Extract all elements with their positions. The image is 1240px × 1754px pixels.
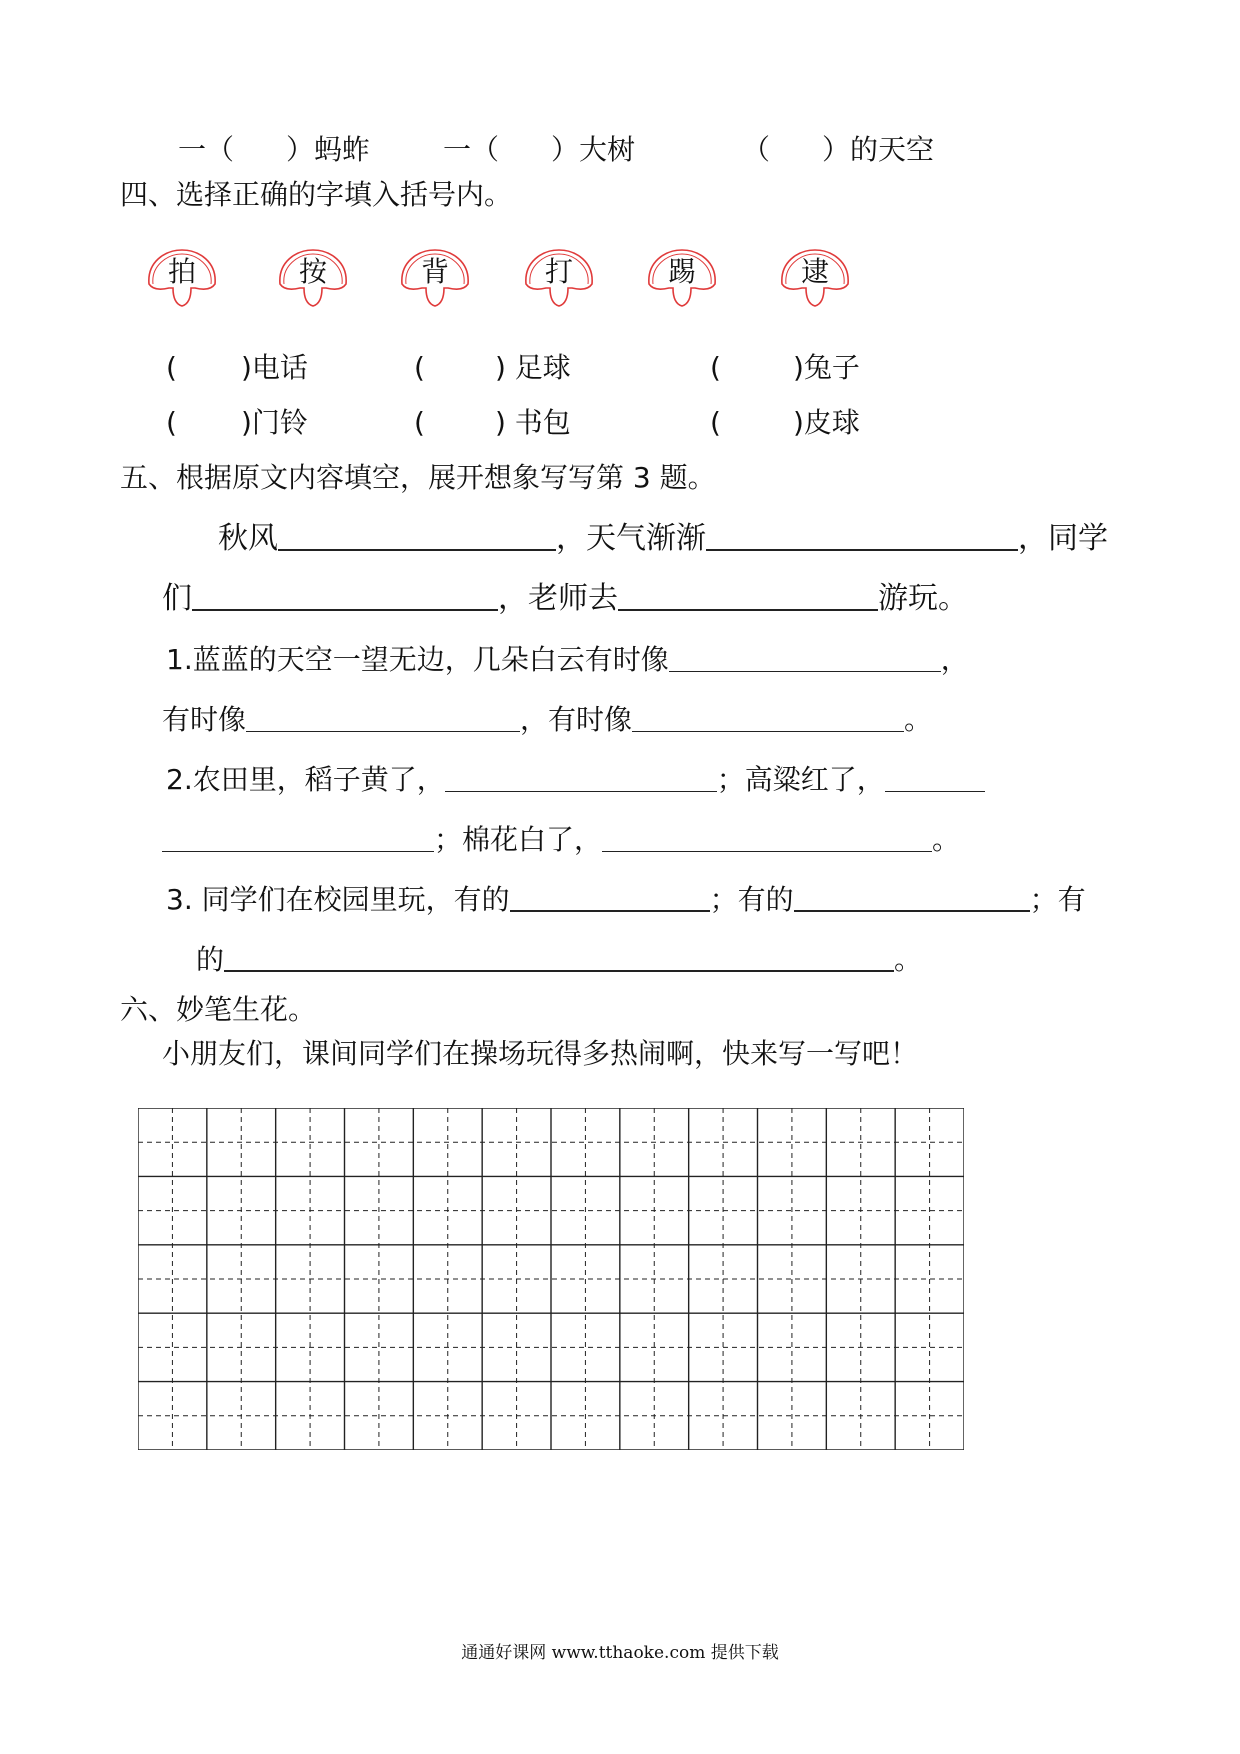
q2-line-2: ；棉花白了， 。 [162, 822, 960, 858]
mushroom-char: 拍 [167, 255, 196, 288]
answer-blank[interactable] [669, 670, 941, 672]
answer-blank[interactable] [162, 850, 434, 852]
section4-heading: 四、选择正确的字填入括号内。 [120, 178, 513, 211]
measure-word-item-1: 一（ ）蚂蚱 [178, 133, 371, 166]
answer-blank[interactable] [885, 790, 985, 792]
answer-blank[interactable] [224, 969, 894, 972]
answer-blank[interactable] [510, 909, 710, 912]
q3-line-2: 的 。 [196, 943, 923, 976]
q1-line-1: 1.蓝蓝的天空一望无边，几朵白云有时像 ， [166, 643, 969, 676]
answer-blank[interactable] [278, 548, 556, 551]
footer-source: 通通好课网 www.tthaoke.com 提供下载 [461, 1643, 779, 1663]
mushroom-char: 背 [420, 255, 449, 288]
mushroom-icon[interactable] [276, 248, 350, 308]
answer-blank[interactable] [618, 608, 878, 611]
answer-blank[interactable] [602, 850, 932, 852]
answer-blank[interactable] [246, 730, 520, 732]
mushroom-icon[interactable] [778, 248, 852, 308]
answer-blank[interactable] [192, 608, 498, 611]
fill-row-1: ( )电话 [166, 351, 308, 384]
writing-prompt: 小朋友们，课间同学们在操场玩得多热闹啊，快来写一写吧！ [162, 1037, 919, 1070]
measure-word-item-3: （ ）的天空 [742, 133, 935, 166]
mushroom-icon[interactable] [398, 248, 472, 308]
answer-blank[interactable] [445, 790, 717, 792]
mushroom-icon[interactable] [645, 248, 719, 308]
q1-line-2: 有时像 ，有时像 。 [162, 703, 933, 736]
mushroom-char: 逮 [800, 255, 829, 288]
recall-line-2: 们 ，老师去 游玩。 [162, 581, 968, 616]
fill-row-1-item-2: ( ) 足球 [414, 351, 571, 384]
mushroom-icon[interactable] [522, 248, 596, 308]
fill-row-2-item-2: ( ) 书包 [414, 406, 571, 439]
answer-blank[interactable] [632, 730, 904, 732]
fill-row-2-item-3: ( )皮球 [710, 406, 860, 439]
answer-blank[interactable] [706, 548, 1018, 551]
mushroom-char: 按 [298, 255, 327, 288]
recall-line-1: 秋风 ，天气渐渐 ，同学 [218, 521, 1108, 556]
measure-word-row [178, 132, 370, 168]
fill-row-1-item-3: ( )兔子 [710, 351, 860, 384]
answer-blank[interactable] [794, 909, 1030, 912]
mushroom-char: 踢 [667, 255, 696, 288]
writing-grid[interactable] [138, 1108, 964, 1450]
section5-heading: 五、根据原文内容填空，展开想象写写第 3 题。 [120, 461, 716, 494]
mushroom-char: 打 [544, 255, 573, 288]
mushroom-icon[interactable] [145, 248, 219, 308]
measure-word-item-2: 一（ ）大树 [443, 133, 636, 166]
q3-line-1: 3. 同学们在校园里玩，有的 ；有的 ；有 [166, 883, 1086, 916]
fill-row-2: ( )门铃 [166, 406, 308, 439]
q2-line-1: 2.农田里，稻子黄了， ；高粱红了， [166, 762, 985, 798]
section6-heading: 六、妙笔生花。 [120, 993, 317, 1026]
